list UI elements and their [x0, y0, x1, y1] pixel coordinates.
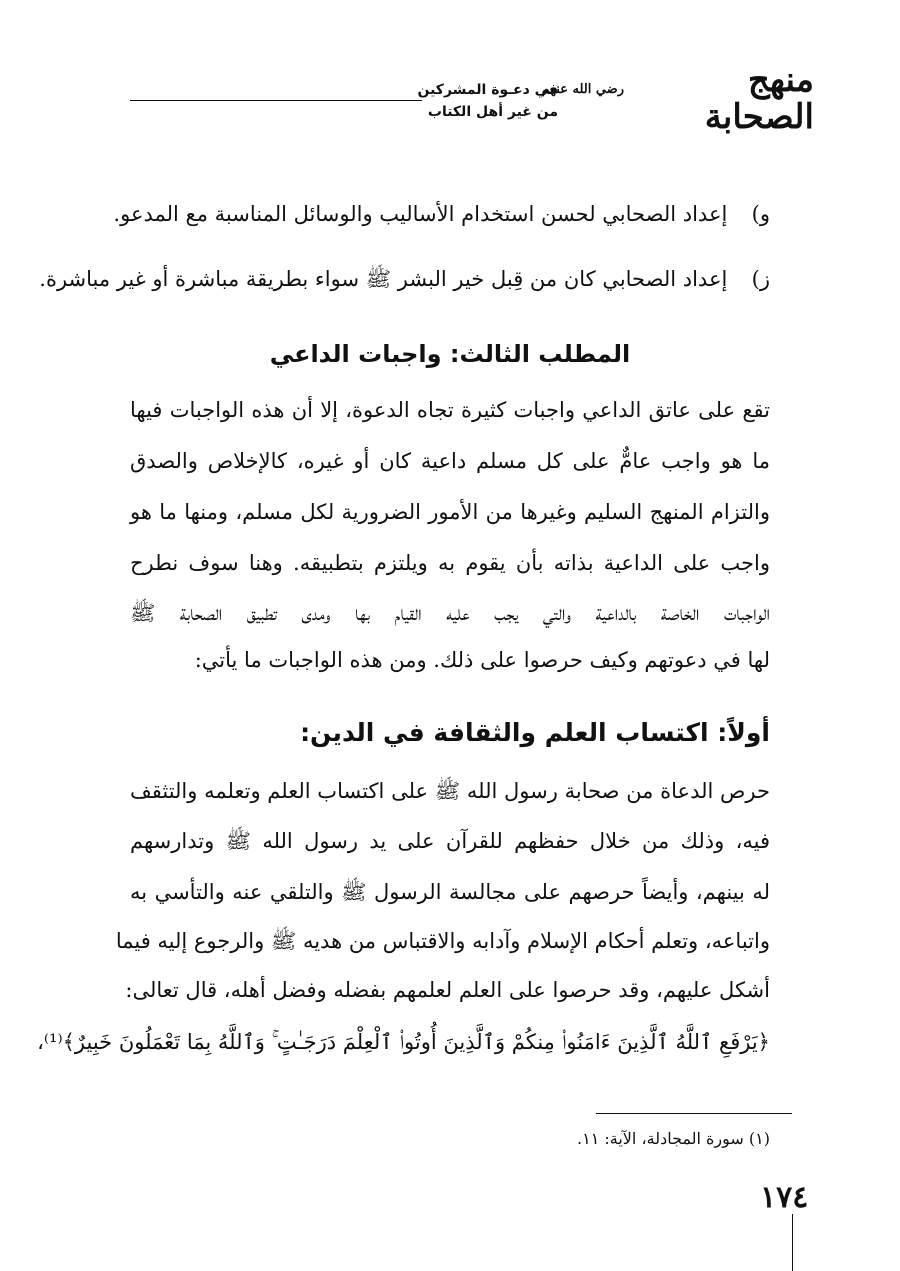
list-item [39, 266, 770, 297]
section-heading: المطلب الثالث: واجبات الداعي [269, 340, 631, 368]
quran-verse-line: ﴿يَرْفَعِ ٱللَّهُ ٱلَّذِينَ ءَامَنُوا۟ مِنكُمْ وَٱلَّذِينَ أُوتُوا۟ ٱلْعِلْمَ دَرَجَـٰتٍ ۚ وَٱللَّهُ بِمَا تَعْمَلُونَ خَبِيرٌ﴾⁽¹⁾، [37, 1030, 770, 1054]
paragraph-line: له بينهم، وأيضاً حرصهم على مجالسة الرسول ﷺ والتلقي عنه والتأسي به [130, 880, 770, 904]
list-letter: و) [751, 202, 770, 226]
paragraph-line: لها في دعوتهم وكيف حرصوا على ذلك. ومن هذه الواجبات ما يأتي: [194, 648, 770, 672]
paragraph-line: واتباعه، وتعلم أحكام الإسلام وآدابه والاقتباس من هديه ﷺ والرجوع إليه فيما [115, 929, 770, 953]
honorific-calligraphy: رضي الله عنهم [541, 82, 624, 97]
paragraph-line: حرص الدعاة من صحابة رسول الله ﷺ على اكتساب العلم وتعلمه والتثقف [130, 779, 770, 803]
paragraph-line: أشكل عليهم، وقد حرصوا على العلم لعلمهم بفضله وفضل أهله، قال تعالى: [125, 978, 770, 1002]
list-text: إعداد الصحابي لحسن استخدام الأساليب والوسائل المناسبة مع المدعو. [113, 202, 728, 226]
paragraph-line: ما هو واجب عامٌّ على كل مسلم داعية كان أو غيره، كالإخلاص والصدق [130, 449, 770, 473]
book-title-calligraphy: منهج الصحابة [704, 60, 814, 138]
subheading: أولاً: اكتساب العلم والثقافة في الدين: [300, 718, 770, 747]
list-item [113, 202, 770, 226]
paragraph-line: تقع على عاتق الداعي واجبات كثيرة تجاه الدعوة، إلا أن هذه الواجبات فيها [130, 398, 770, 422]
paragraph-line: والتزام المنهج السليم وغيرها من الأمور الضرورية لكل مسلم، ومنها ما هو [130, 500, 770, 524]
subtitle-line-1: في دعـوة المشركين [417, 82, 558, 98]
paragraph-line: الواجبات الخاصة بالداعية والتي يجب عليه القيام بها ومدى تطبيق الصحابة ﷺ [130, 601, 770, 625]
paragraph-line: واجب على الداعية بذاته بأن يقوم به ويلتزم بتطبيقه. وهنا سوف نطرح [130, 551, 770, 575]
list-text: إعداد الصحابي كان من قِبل خير البشر ﷺ سواء بطريقة مباشرة أو غير مباشرة. [39, 267, 728, 291]
page-edge-rule [792, 1214, 793, 1271]
footnote: (١) سورة المجادلة، الآية: ١١. [577, 1129, 770, 1148]
page-number: ١٧٤ [760, 1180, 809, 1215]
paragraph-line: فيه، وذلك من خلال حفظهم للقرآن على يد رسول الله ﷺ وتدارسهم [130, 829, 770, 853]
header-rule [130, 100, 422, 101]
subtitle-line-2: من غير أهل الكتاب [427, 103, 558, 120]
book-subtitle [417, 80, 558, 123]
list-letter: ز) [751, 267, 770, 291]
footnote-rule [596, 1113, 792, 1114]
